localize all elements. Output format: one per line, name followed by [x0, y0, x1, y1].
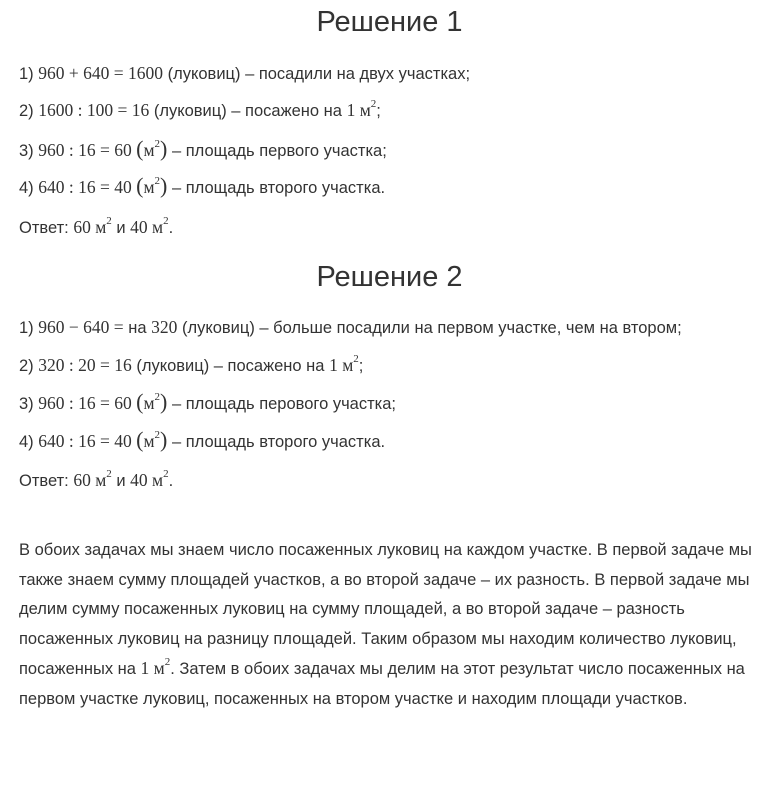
step-end: ;: [376, 102, 381, 120]
solution-2-step-1: [19, 317, 682, 338]
answer-value-1: [73, 470, 111, 490]
solution-1-step-1: [19, 63, 470, 84]
unit-exponent: 2: [164, 656, 171, 669]
step-text: (луковиц) – посажено на: [131, 357, 330, 375]
solution-1-title: Решение 1: [316, 6, 463, 38]
unit-exponent: 2: [154, 138, 161, 151]
expression: 640 : 16 = 40: [38, 431, 137, 451]
value-text: 40 м: [130, 470, 164, 490]
answer-end: .: [168, 219, 174, 237]
step-text: (луковиц) – посадили на двух участках;: [163, 65, 471, 83]
expression: 960 : 16 = 60: [38, 393, 137, 413]
unit: [143, 431, 160, 451]
left-paren: (: [136, 427, 144, 452]
solution-1-step-4: [19, 173, 386, 198]
right-paren: ): [160, 136, 168, 161]
unit-text: м: [143, 431, 155, 451]
expression: 640 : 16 = 40: [38, 177, 137, 197]
unit-text: 1 м: [346, 100, 371, 120]
answer-joiner: и: [111, 472, 131, 490]
value-exponent: 2: [163, 468, 169, 481]
explanation-text-1: В обоих задачах мы знаем число посаженных луковиц на каждом участке. В первой задаче мы также знаем сумму площадей участков, а во второй задаче – их разность. В первой задаче мы делим сумму посаженных луковиц на сумму площадей, а во второй задаче – разность посаженных луковиц на разницу площадей. Таким образом мы находим количество луковиц, посаженных на: [19, 541, 752, 678]
left-paren: (: [136, 389, 144, 414]
step-end: ;: [358, 357, 364, 375]
solution-2-answer: [19, 470, 173, 491]
step-number: 2): [19, 357, 39, 375]
expression: 320 : 20 = 16: [38, 355, 132, 375]
step-text: – площадь перового участка;: [167, 395, 396, 413]
step-text: – площадь первого участка;: [167, 142, 387, 160]
step-text: – площадь второго участка.: [167, 179, 386, 197]
unit-exponent: 2: [154, 429, 161, 442]
unit-text: м: [143, 177, 155, 197]
unit-exponent: 2: [154, 175, 161, 188]
expression: 960 − 640 =: [38, 317, 124, 337]
solution-2-step-3: [19, 389, 396, 414]
step-number: 4): [19, 179, 39, 197]
solution-2-step-4: [19, 427, 386, 452]
step-number: 2): [19, 102, 39, 120]
answer-label: Ответ:: [19, 219, 74, 237]
unit-text: м: [143, 393, 155, 413]
step-text: (луковиц) – больше посадили на первом участке, чем на втором;: [177, 319, 682, 337]
unit: [143, 177, 160, 197]
value-exponent: 2: [106, 468, 112, 481]
left-paren: (: [136, 173, 144, 198]
unit: [143, 140, 160, 160]
unit-text: 1 м: [329, 355, 354, 375]
answer-value-2: [130, 217, 168, 237]
solution-2-step-2: [19, 355, 363, 376]
answer-label: Ответ:: [19, 472, 74, 490]
unit-exponent: 2: [154, 391, 161, 404]
step-number: 3): [19, 142, 39, 160]
solution-1-step-2: [19, 100, 381, 121]
unit-text: 1 м: [140, 658, 165, 678]
value-text: 60 м: [73, 470, 107, 490]
step-number: 1): [19, 319, 39, 337]
step-number: 4): [19, 433, 39, 451]
answer-value-1: [73, 217, 111, 237]
right-paren: ): [160, 389, 168, 414]
right-paren: ): [160, 427, 168, 452]
expression: 1600 : 100 = 16: [38, 100, 150, 120]
value-exponent: 2: [106, 215, 112, 228]
step-number: 1): [19, 65, 39, 83]
value-exponent: 2: [163, 215, 169, 228]
solution-1-step-3: [19, 136, 387, 161]
left-paren: (: [136, 136, 144, 161]
answer-joiner: и: [111, 219, 131, 237]
expression-result: 320: [151, 317, 178, 337]
explanation-paragraph: [19, 536, 764, 714]
unit-exponent: 2: [353, 353, 359, 366]
answer-value-2: [130, 470, 168, 490]
right-paren: ): [160, 173, 168, 198]
unit-exponent: 2: [370, 98, 377, 111]
explanation-unit: [141, 658, 171, 678]
value-text: 40 м: [130, 217, 164, 237]
unit: [347, 100, 377, 120]
step-text: (луковиц) – посажено на: [149, 102, 347, 120]
unit: [143, 393, 160, 413]
explanation-text-2: . Затем в обоих задачах мы делим на этот результат число посаженных на первом участке луковиц, посаженных на втором участке и находим площади участков.: [19, 660, 745, 708]
expression: 960 : 16 = 60: [38, 140, 137, 160]
value-text: 60 м: [73, 217, 107, 237]
solution-1-answer: [19, 217, 173, 238]
unit-text: м: [143, 140, 155, 160]
step-number: 3): [19, 395, 39, 413]
step-text: – площадь второго участка.: [167, 433, 386, 451]
unit: [329, 355, 359, 375]
answer-end: .: [168, 472, 174, 490]
solution-2-title: Решение 2: [316, 261, 463, 293]
step-word: на: [123, 319, 152, 337]
expression: 960 + 640 = 1600: [38, 63, 164, 83]
